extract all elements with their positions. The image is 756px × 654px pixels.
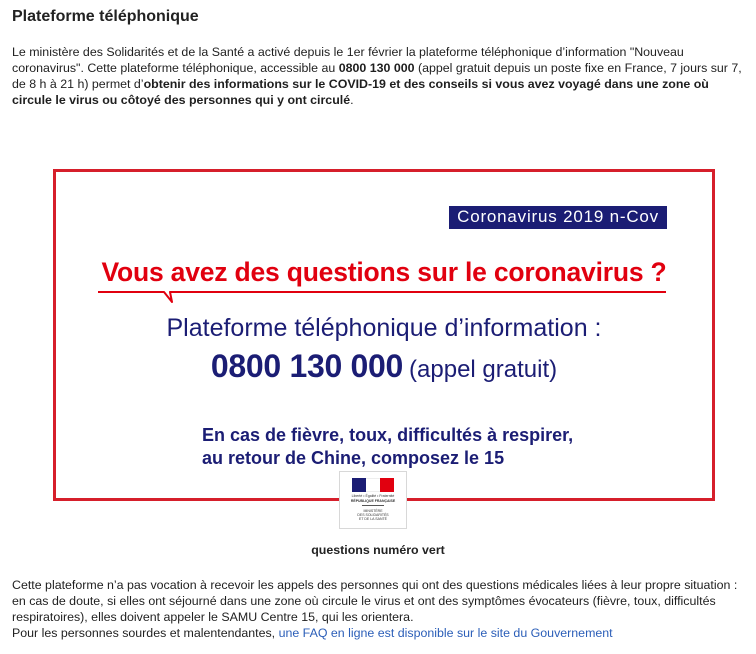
symptoms-line-1: En cas de fièvre, toux, difficultés à respirer, [202,425,574,445]
intro-end: . [350,93,354,107]
intro-bold-tail: obtenir des informations sur le COVID-19 et des conseils si vous avez voyagé dans une zone où circule le virus ou côtoyé des personnes qui y ont circulé [12,77,709,107]
republique-francaise-logo [339,471,407,529]
logo-ministry-1: MINISTÈRE [363,509,383,513]
poster-phone-free: (appel gratuit) [409,356,558,383]
info-poster [53,169,715,501]
logo-republic: RÉPUBLIQUE FRANÇAISE [350,499,396,503]
logo-ministry-2: DES SOLIDARITÉS [357,513,389,517]
poster-headline: Vous avez des questions sur le coronavirus ? [101,257,667,287]
page-title: Plateforme téléphonique [12,8,199,25]
logo-motto: Liberté • Égalité • Fraternité [351,494,395,498]
intro-text-1: Le ministère des Solidarités et de la Santé a activé depuis le 1er février la plateforme téléphonique d’information "Nouveau coronavirus". Cette plateforme téléphonique, accessible au [12,45,684,75]
image-caption: questions numéro vert [311,543,445,557]
logo-divider [362,505,384,506]
speech-bubble-underline [96,290,668,304]
phone-line [56,348,712,385]
symptoms-line-2: au retour de Chine, composez le 15 [202,448,505,468]
outro-text-2: Pour les personnes sourdes et malentendantes, [12,626,279,640]
info-line: Plateforme téléphonique d’information : [166,314,602,342]
faq-link[interactable]: une FAQ en ligne est disponible sur le site du Gouvernement [278,626,613,640]
intro-phone-number: 0800 130 000 [338,61,415,75]
logo-ministry-3: ET DE LA SANTÉ [359,517,387,521]
french-flag-icon [352,478,394,492]
symptoms-message [202,424,573,470]
outro-paragraph [12,577,747,641]
coronavirus-tag: Coronavirus 2019 n-Cov [449,206,667,229]
intro-paragraph [12,44,747,108]
outro-text-1: Cette plateforme n’a pas vocation à recevoir les appels des personnes qui ont des questions médicales liées à leur propre situation : en cas de doute, si elles ont séjourné dans une zone où circule le virus et ont des symptômes évocateurs (fièvre, toux, difficultés respiratoires), elles doivent appeler le SAMU Centre 15, qui les orientera. [12,578,738,624]
poster-phone-number: 0800 130 000 [210,348,404,384]
intro-text-2: (appel gratuit depuis un poste fixe en France, 7 jours sur 7, de 8 h à 21 h) permet d’ [12,61,742,91]
